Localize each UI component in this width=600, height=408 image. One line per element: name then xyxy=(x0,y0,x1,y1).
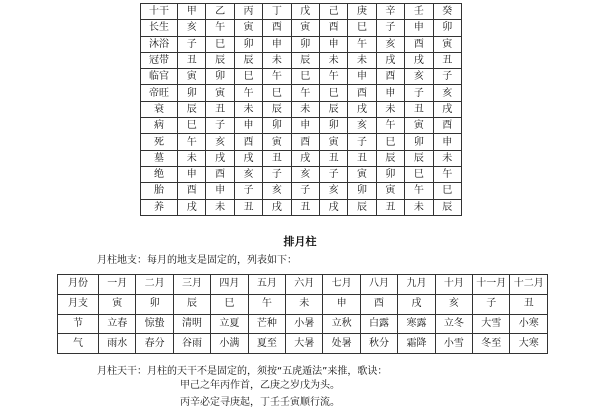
table-cell: 卯 xyxy=(136,294,173,314)
table-row xyxy=(58,294,548,314)
table-cell: 午 xyxy=(376,118,404,134)
table-row xyxy=(141,52,462,68)
changsheng-table xyxy=(140,3,462,216)
table-cell: 丑 xyxy=(206,101,234,117)
table-cell: 处暑 xyxy=(323,334,360,354)
table-cell: 戌 xyxy=(291,150,319,166)
table-row xyxy=(141,150,462,166)
table-cell: 丑 xyxy=(510,294,548,314)
table-cell: 巳 xyxy=(405,166,433,182)
table-cell: 亥 xyxy=(435,294,472,314)
table-cell: 丁 xyxy=(263,4,291,20)
table-cell: 巳 xyxy=(206,36,234,52)
table-cell: 丑 xyxy=(234,199,262,215)
table-cell: 亥 xyxy=(178,20,206,36)
table-cell: 亥 xyxy=(433,85,461,101)
table-cell: 戌 xyxy=(405,52,433,68)
table-cell: 巳 xyxy=(319,85,347,101)
table-cell: 寅 xyxy=(319,134,347,150)
table-cell: 八月 xyxy=(360,275,397,295)
table-cell: 亥 xyxy=(234,166,262,182)
table-cell: 未 xyxy=(291,101,319,117)
table-cell: 巳 xyxy=(291,69,319,85)
table-cell: 七月 xyxy=(323,275,360,295)
table-cell: 亥 xyxy=(405,69,433,85)
table-cell: 春分 xyxy=(136,334,173,354)
row-header-cell: 养 xyxy=(141,199,178,215)
row-header-cell: 月份 xyxy=(58,275,99,295)
table-cell: 午 xyxy=(433,166,461,182)
row-header-cell: 绝 xyxy=(141,166,178,182)
table-cell: 未 xyxy=(206,199,234,215)
table-cell: 申 xyxy=(206,183,234,199)
table-cell: 辰 xyxy=(178,101,206,117)
table-cell: 戌 xyxy=(376,52,404,68)
row-header-cell: 十干 xyxy=(141,4,178,20)
table-row xyxy=(141,134,462,150)
table-cell: 辰 xyxy=(319,101,347,117)
table-cell: 戌 xyxy=(178,199,206,215)
table-cell: 寅 xyxy=(178,69,206,85)
table-cell: 大寒 xyxy=(510,334,548,354)
table-cell: 壬 xyxy=(405,4,433,20)
table-cell: 戌 xyxy=(319,199,347,215)
table-cell: 子 xyxy=(234,183,262,199)
table-cell: 大暑 xyxy=(286,334,323,354)
table-cell: 酉 xyxy=(234,134,262,150)
table-cell: 芒种 xyxy=(248,314,285,334)
table-cell: 酉 xyxy=(291,134,319,150)
row-header-cell: 帝旺 xyxy=(141,85,178,101)
table-cell: 巳 xyxy=(234,69,262,85)
table-cell: 子 xyxy=(473,294,510,314)
table-cell: 寅 xyxy=(376,183,404,199)
table-cell: 未 xyxy=(376,101,404,117)
table-cell: 卯 xyxy=(178,85,206,101)
table-cell: 午 xyxy=(291,85,319,101)
row-header-cell: 节 xyxy=(58,314,99,334)
table-cell: 巳 xyxy=(348,20,376,36)
table-cell: 戌 xyxy=(398,294,435,314)
month-branch-description: 月柱地支：每月的地支是固定的，列表如下： xyxy=(97,255,297,266)
table-cell: 申 xyxy=(319,36,347,52)
table-cell: 亥 xyxy=(291,166,319,182)
table-cell: 午 xyxy=(234,85,262,101)
row-header-cell: 气 xyxy=(58,334,99,354)
table-cell: 未 xyxy=(286,294,323,314)
table-cell: 未 xyxy=(348,52,376,68)
table-cell: 辰 xyxy=(405,150,433,166)
table-row xyxy=(141,36,462,52)
table-cell: 寅 xyxy=(348,166,376,182)
table-cell: 未 xyxy=(178,150,206,166)
table-cell: 未 xyxy=(405,199,433,215)
table-cell: 申 xyxy=(433,134,461,150)
table-cell: 卯 xyxy=(348,183,376,199)
row-header-cell: 衰 xyxy=(141,101,178,117)
table-cell: 立冬 xyxy=(435,314,472,334)
table-row xyxy=(141,85,462,101)
table-cell: 申 xyxy=(323,294,360,314)
table-cell: 酉 xyxy=(405,36,433,52)
row-header-cell: 胎 xyxy=(141,183,178,199)
table-cell: 寅 xyxy=(433,36,461,52)
table-cell: 酉 xyxy=(376,69,404,85)
table-row xyxy=(141,4,462,20)
table-row xyxy=(58,334,548,354)
table-cell: 寅 xyxy=(99,294,136,314)
table-cell: 十一月 xyxy=(473,275,510,295)
table-cell: 午 xyxy=(348,36,376,52)
table-cell: 寅 xyxy=(291,20,319,36)
table-cell: 亥 xyxy=(348,118,376,134)
table-cell: 五月 xyxy=(248,275,285,295)
table-cell: 丑 xyxy=(376,199,404,215)
verse-line-2: 丙辛必定寻庚起，丁壬壬寅顺行流。 xyxy=(180,397,340,408)
table-cell: 寅 xyxy=(405,118,433,134)
table-cell: 卯 xyxy=(319,118,347,134)
section-heading: 排月柱 xyxy=(283,235,317,248)
table-cell: 二月 xyxy=(136,275,173,295)
table-row xyxy=(141,20,462,36)
month-pillar-table xyxy=(57,274,548,354)
table-cell: 子 xyxy=(206,118,234,134)
table-cell: 丑 xyxy=(178,52,206,68)
table-cell: 丑 xyxy=(348,150,376,166)
row-header-cell: 沐浴 xyxy=(141,36,178,52)
month-stem-description: 月柱天干：月柱的天干不是固定的，须按“五虎遁法”来推，歌诀： xyxy=(97,366,388,377)
table-cell: 申 xyxy=(405,20,433,36)
table-cell: 午 xyxy=(248,294,285,314)
table-cell: 庚 xyxy=(348,4,376,20)
table-cell: 丑 xyxy=(433,52,461,68)
table-cell: 午 xyxy=(178,134,206,150)
row-header-cell: 长生 xyxy=(141,20,178,36)
table-cell: 丑 xyxy=(291,199,319,215)
table-cell: 申 xyxy=(291,118,319,134)
row-header-cell: 月支 xyxy=(58,294,99,314)
table-cell: 三月 xyxy=(173,275,210,295)
table-cell: 酉 xyxy=(206,166,234,182)
table-cell: 卯 xyxy=(433,20,461,36)
table-cell: 酉 xyxy=(348,85,376,101)
table-cell: 九月 xyxy=(398,275,435,295)
table-row xyxy=(141,183,462,199)
table-row xyxy=(141,69,462,85)
table-cell: 丙 xyxy=(234,4,262,20)
table-row xyxy=(58,314,548,334)
table-cell: 辰 xyxy=(433,199,461,215)
row-header-cell: 墓 xyxy=(141,150,178,166)
table-cell: 亥 xyxy=(206,134,234,150)
table-cell: 辰 xyxy=(376,150,404,166)
table-cell: 子 xyxy=(263,166,291,182)
table-cell: 午 xyxy=(319,69,347,85)
table-cell: 未 xyxy=(263,52,291,68)
table-cell: 丑 xyxy=(319,150,347,166)
table-cell: 戊 xyxy=(291,4,319,20)
table-row xyxy=(141,118,462,134)
table-cell: 子 xyxy=(348,134,376,150)
table-cell: 白露 xyxy=(360,314,397,334)
table-cell: 一月 xyxy=(99,275,136,295)
table-cell: 四月 xyxy=(211,275,248,295)
table-cell: 戌 xyxy=(348,101,376,117)
table-cell: 未 xyxy=(319,52,347,68)
table-cell: 辰 xyxy=(263,101,291,117)
table-cell: 立春 xyxy=(99,314,136,334)
table-cell: 辰 xyxy=(173,294,210,314)
table-cell: 冬至 xyxy=(473,334,510,354)
table-cell: 寅 xyxy=(206,85,234,101)
table-cell: 立秋 xyxy=(323,314,360,334)
table-cell: 子 xyxy=(405,85,433,101)
table-cell: 巳 xyxy=(376,134,404,150)
table-cell: 辰 xyxy=(206,52,234,68)
table-cell: 申 xyxy=(178,166,206,182)
table-cell: 亥 xyxy=(263,183,291,199)
table-cell: 寅 xyxy=(234,20,262,36)
table-cell: 夏至 xyxy=(248,334,285,354)
table-cell: 申 xyxy=(348,69,376,85)
table-cell: 亥 xyxy=(319,183,347,199)
table-cell: 辰 xyxy=(348,199,376,215)
table-cell: 十月 xyxy=(435,275,472,295)
table-cell: 立夏 xyxy=(211,314,248,334)
table-cell: 亥 xyxy=(376,36,404,52)
table-cell: 甲 xyxy=(178,4,206,20)
table-cell: 辛 xyxy=(376,4,404,20)
table-cell: 酉 xyxy=(263,20,291,36)
table-cell: 酉 xyxy=(178,183,206,199)
table-cell: 六月 xyxy=(286,275,323,295)
table-cell: 小雪 xyxy=(435,334,472,354)
table-cell: 寒露 xyxy=(398,314,435,334)
table-cell: 子 xyxy=(291,183,319,199)
table-cell: 大雪 xyxy=(473,314,510,334)
table-cell: 卯 xyxy=(206,69,234,85)
table-cell: 霜降 xyxy=(398,334,435,354)
table-cell: 巳 xyxy=(263,85,291,101)
table-cell: 午 xyxy=(263,69,291,85)
table-cell: 午 xyxy=(405,183,433,199)
table-cell: 己 xyxy=(319,4,347,20)
table-cell: 卯 xyxy=(405,134,433,150)
table-cell: 乙 xyxy=(206,4,234,20)
table-cell: 卯 xyxy=(291,36,319,52)
table-cell: 十二月 xyxy=(510,275,548,295)
table-cell: 谷雨 xyxy=(173,334,210,354)
table-cell: 辰 xyxy=(234,52,262,68)
table-cell: 酉 xyxy=(360,294,397,314)
row-header-cell: 死 xyxy=(141,134,178,150)
table-cell: 卯 xyxy=(263,118,291,134)
table-cell: 巳 xyxy=(433,183,461,199)
table-cell: 辰 xyxy=(291,52,319,68)
table-cell: 戌 xyxy=(263,199,291,215)
table-cell: 巳 xyxy=(211,294,248,314)
table-cell: 酉 xyxy=(433,118,461,134)
table-cell: 卯 xyxy=(234,36,262,52)
table-row xyxy=(141,199,462,215)
row-header-cell: 病 xyxy=(141,118,178,134)
table-cell: 未 xyxy=(234,101,262,117)
table-cell: 秋分 xyxy=(360,334,397,354)
row-header-cell: 冠带 xyxy=(141,52,178,68)
table-cell: 丑 xyxy=(405,101,433,117)
table-cell: 戌 xyxy=(234,150,262,166)
table-cell: 申 xyxy=(263,36,291,52)
verse-line-1: 甲己之年丙作首，乙庚之岁戊为头。 xyxy=(180,380,340,391)
table-cell: 申 xyxy=(234,118,262,134)
table-cell: 丑 xyxy=(263,150,291,166)
table-cell: 癸 xyxy=(433,4,461,20)
table-cell: 小暑 xyxy=(286,314,323,334)
table-cell: 清明 xyxy=(173,314,210,334)
table-cell: 雨水 xyxy=(99,334,136,354)
table-cell: 巳 xyxy=(178,118,206,134)
table-cell: 小寒 xyxy=(510,314,548,334)
table-row xyxy=(58,275,548,295)
table-cell: 申 xyxy=(376,85,404,101)
table-cell: 酉 xyxy=(319,20,347,36)
table-cell: 戌 xyxy=(206,150,234,166)
table-row xyxy=(141,166,462,182)
table-cell: 子 xyxy=(376,20,404,36)
table-cell: 午 xyxy=(206,20,234,36)
table-cell: 戌 xyxy=(433,101,461,117)
table-cell: 惊蛰 xyxy=(136,314,173,334)
table-cell: 寅 xyxy=(263,134,291,150)
table-cell: 子 xyxy=(178,36,206,52)
table-cell: 子 xyxy=(433,69,461,85)
table-cell: 未 xyxy=(433,150,461,166)
table-cell: 卯 xyxy=(376,166,404,182)
table-cell: 子 xyxy=(319,166,347,182)
row-header-cell: 临官 xyxy=(141,69,178,85)
table-cell: 小满 xyxy=(211,334,248,354)
table-row xyxy=(141,101,462,117)
